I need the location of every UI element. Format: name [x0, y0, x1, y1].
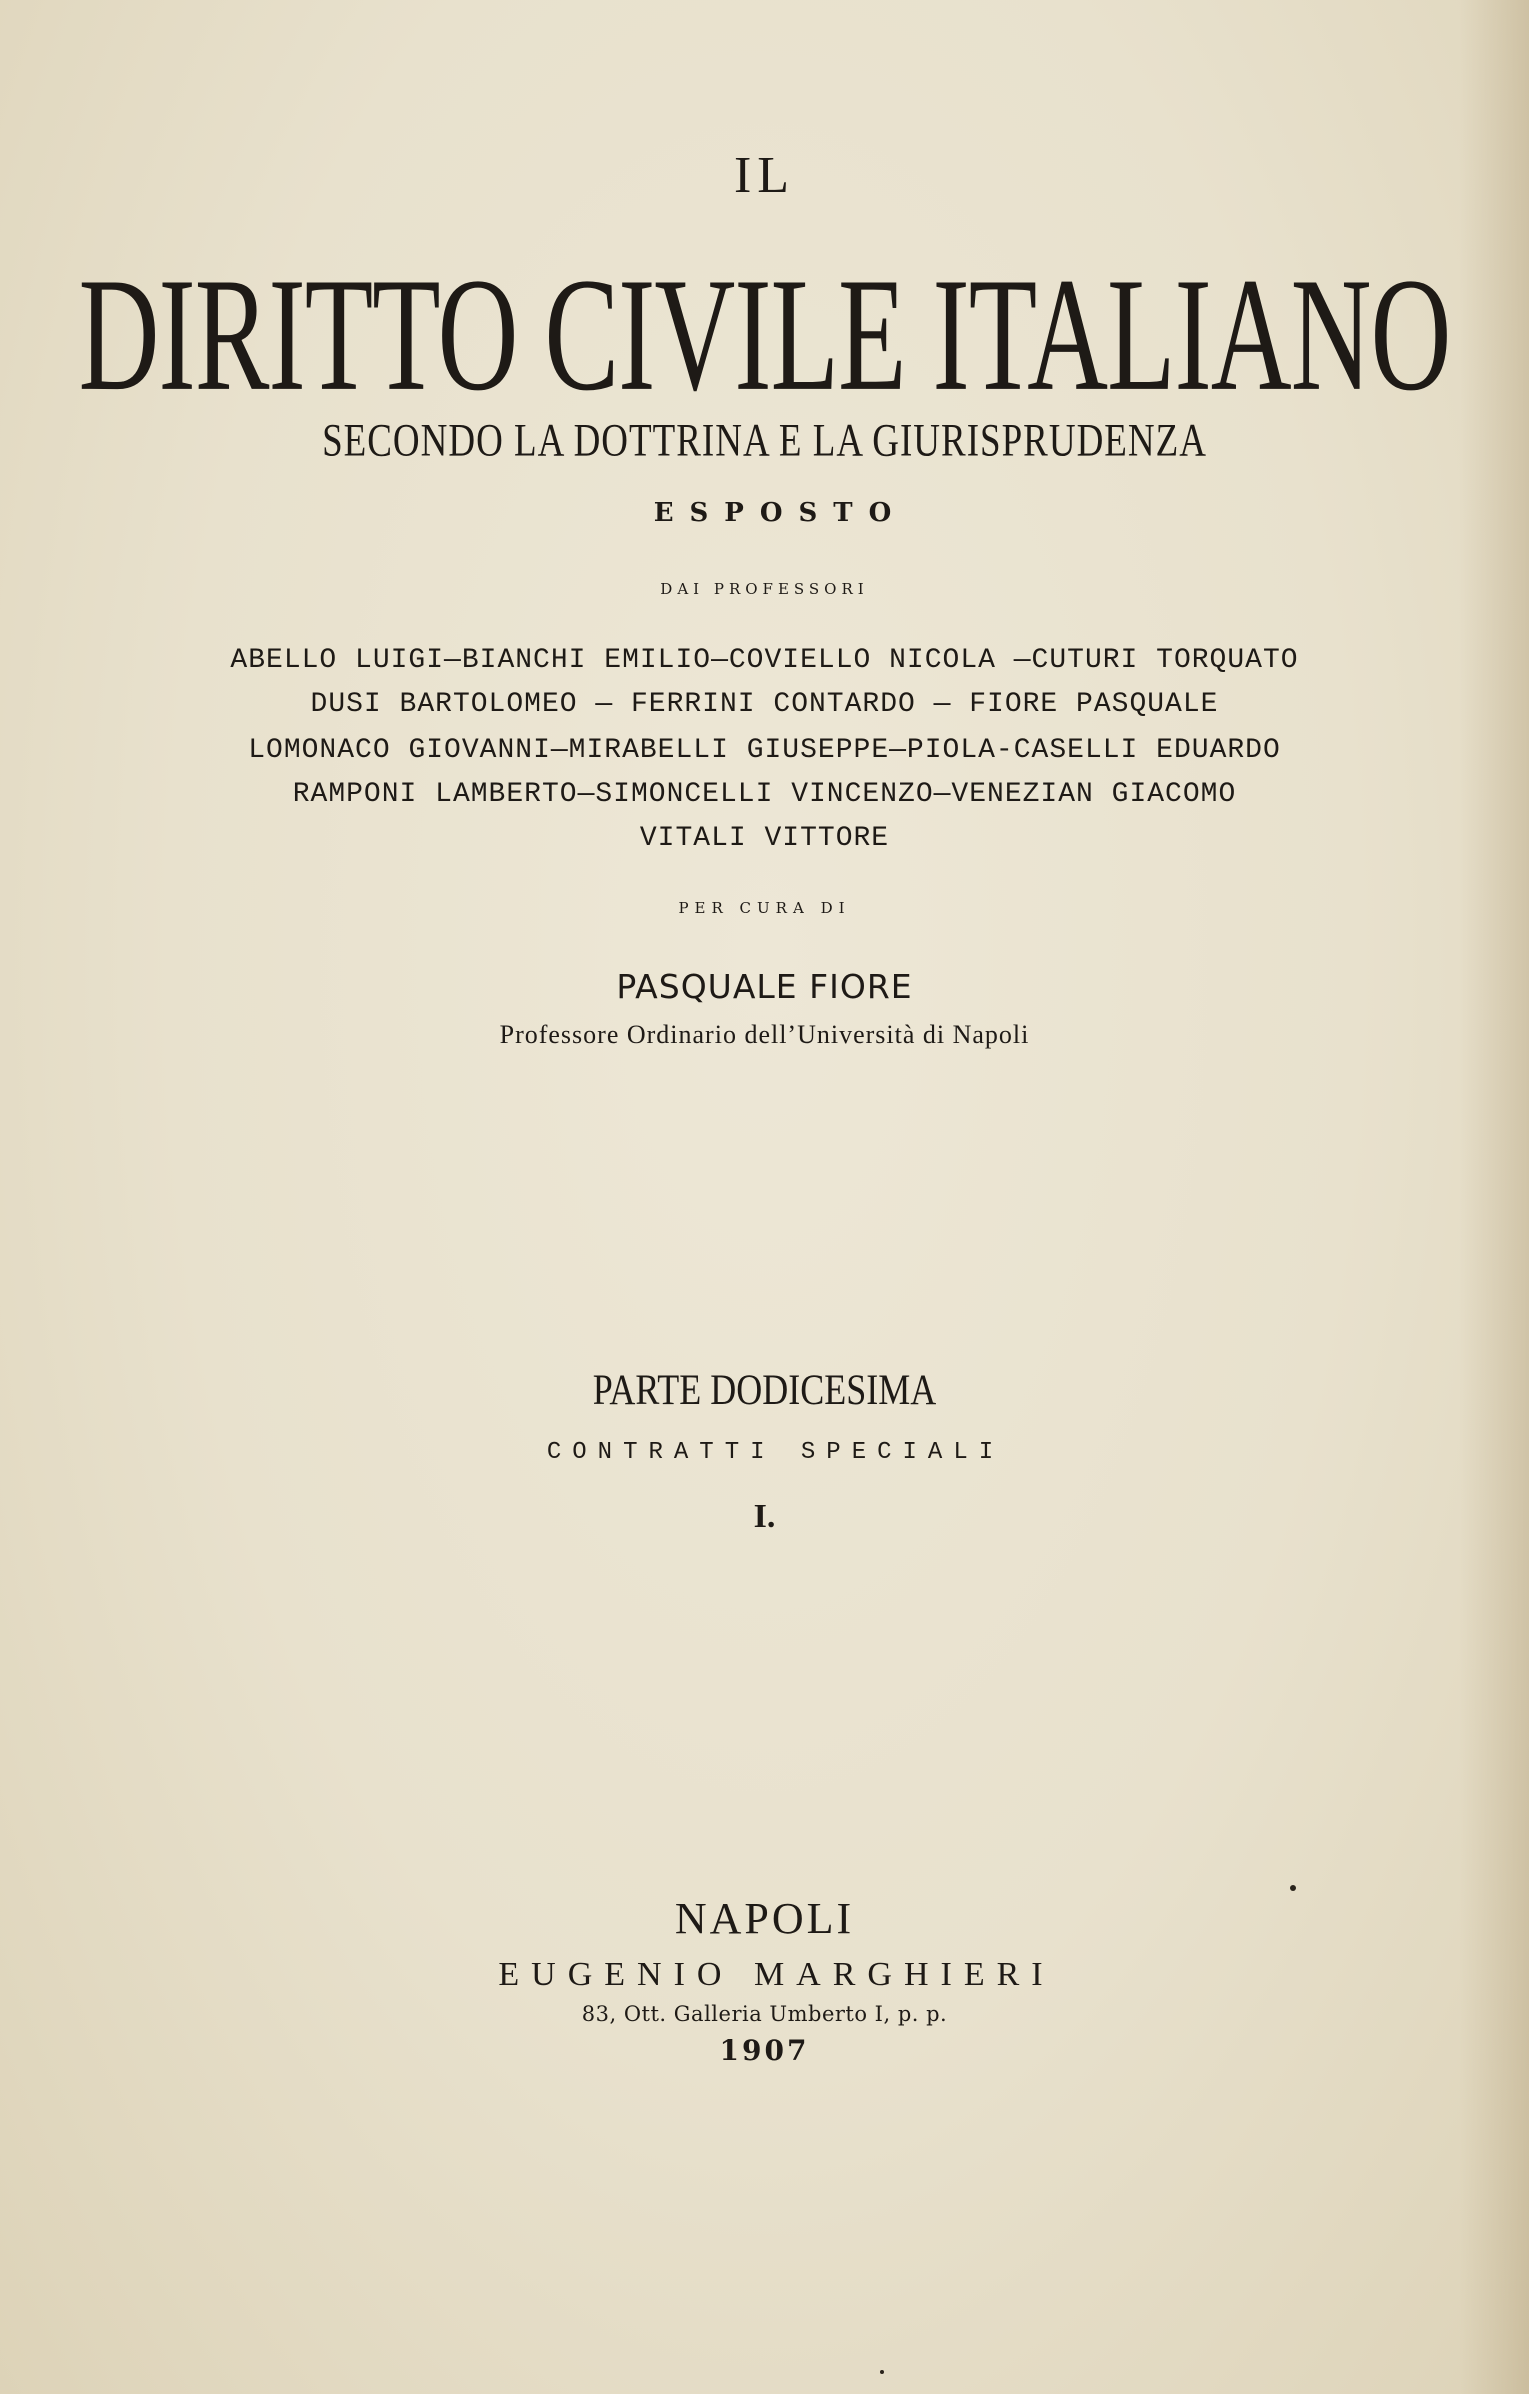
part-title: PARTE DODICESIMA: [592, 1365, 937, 1414]
editor-role: Professore Ordinario dell’Università di Napoli: [499, 1020, 1030, 1049]
ink-speck: [1290, 1885, 1296, 1891]
author-line: VITALI VITTORE: [639, 823, 890, 854]
imprint-city: NAPOLI: [674, 1894, 855, 1943]
title-article: IL: [733, 147, 796, 204]
imprint-address: 83, Ott. Galleria Umberto I, p. p.: [581, 2002, 948, 2026]
author-line: DUSI BARTOLOMEO — FERRINI CONTARDO — FIORE PASQUALE: [310, 689, 1219, 720]
author-line: LOMONACO GIOVANNI—MIRABELLI GIUSEPPE—PIOLA-CASELLI EDUARDO: [248, 735, 1281, 766]
exposed-label: ESPOSTO: [653, 498, 908, 528]
volume-number: I.: [753, 1498, 776, 1535]
ink-speck: [880, 2370, 884, 2374]
author-line: ABELLO LUIGI—BIANCHI EMILIO—COVIELLO NICOLA —CUTURI TORQUATO: [230, 645, 1299, 676]
by-professors-label: DAI PROFESSORI: [660, 580, 869, 598]
subtitle: SECONDO LA DOTTRINA E LA GIURISPRUDENZA: [322, 415, 1207, 467]
section-title: CONTRATTI SPECIALI: [546, 1439, 1005, 1466]
imprint-year: 1907: [719, 2034, 810, 2067]
author-line: RAMPONI LAMBERTO—SIMONCELLI VINCENZO—VENEZIAN GIACOMO: [292, 779, 1237, 810]
main-title: DIRITTO CIVILE ITALIANO: [78, 245, 1451, 426]
imprint-publisher: EUGENIO MARGHIERI: [498, 1956, 1055, 1993]
edited-by-label: PER CURA DI: [678, 899, 851, 917]
editor-name: PASQUALE FIORE: [616, 967, 913, 1006]
